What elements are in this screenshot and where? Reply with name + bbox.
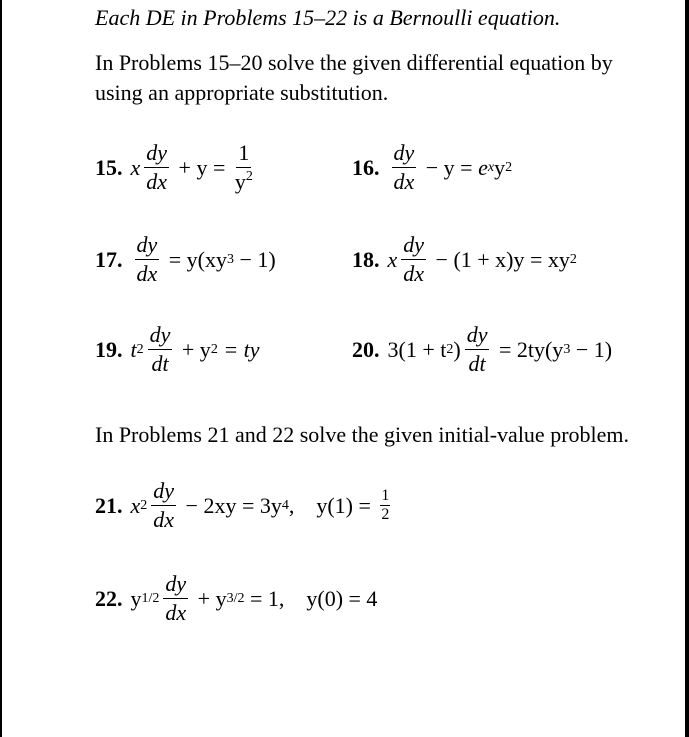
right-border [685, 0, 689, 737]
derivative-fraction [392, 142, 417, 193]
one-half-fraction [380, 488, 390, 523]
numerator: 1 [236, 142, 251, 168]
denominator: dt [468, 351, 486, 376]
problem-number: 15. [95, 154, 123, 180]
numerator: dy [144, 142, 169, 168]
equation-rest-b: = 1, y(0) = 4 [244, 585, 378, 611]
equation-rest-a: − 2xy = 3y [180, 492, 282, 518]
problem-16: 16. $\frac{dy}{dx}$ − y = e x y 2 [352, 140, 513, 194]
denominator: dx [146, 169, 168, 194]
problem-22: 22. y 1/2 $\frac{dy}{dx}$ + y 3/2 = 1, y(0) = 4 [95, 571, 378, 625]
numerator: dy [401, 234, 426, 260]
intro-text: Each DE in Problems 15–22 is a Bernoulli equation. [95, 5, 561, 30]
denominator [235, 168, 253, 193]
derivative-fraction [163, 573, 188, 624]
problem-20: 20. 3(1 + t 2 ) $\frac{dy}{dt}$ = 2ty(y 3 − 1) [352, 322, 613, 376]
problem-17: 17. $\frac{dy}{dx}$ = y(xy 3 − 1) [95, 232, 276, 286]
derivative-fraction [151, 480, 176, 531]
equation-rest: − y = [420, 154, 479, 180]
equation-rest-a: + y [176, 336, 211, 362]
problem-number: 21. [95, 492, 123, 518]
equation-rest-a: = y(xy [163, 246, 227, 272]
problem-number: 22. [95, 585, 123, 611]
lead-b: ) [453, 336, 461, 362]
derivative-fraction [401, 234, 426, 285]
equation-rest-b: − 1) [570, 336, 613, 362]
coefficient: x [130, 154, 141, 180]
problem-19: 19. t 2 $\frac{dy}{dt}$ + y 2 = ty [95, 322, 260, 376]
denominator: dx [165, 600, 187, 625]
equation-rest-a: = 2ty(y [493, 336, 564, 362]
equation-rest-b: − 1) [234, 246, 276, 272]
problem-number: 20. [352, 336, 380, 362]
base: y [234, 169, 246, 194]
left-border [0, 0, 2, 737]
y-base: y [494, 154, 506, 180]
problem-number: 17. [95, 246, 123, 272]
instruction-line-2: using an appropriate substitution. [95, 80, 389, 105]
exp-base: e [478, 154, 488, 180]
equation-rest: − (1 + x)y = xy [430, 246, 570, 272]
problem-21: 21. x 2 $\frac{dy}{dx}$ − 2xy = 3y 4 , y(1) = $\frac{1}{2}$ [95, 478, 390, 532]
numerator: dy [163, 573, 188, 599]
equation-rest: + y = [173, 154, 231, 180]
problem-number: 19. [95, 336, 123, 362]
instruction-ivp: In Problems 21 and 22 solve the given initial-value problem. [95, 422, 630, 447]
numerator: 1 [381, 487, 390, 504]
numerator: dy [148, 324, 173, 350]
equation-rest-a: + y [192, 585, 227, 611]
derivative-fraction [135, 234, 160, 285]
numerator: dy [465, 324, 490, 350]
equation-rest-b: = ty [217, 336, 260, 362]
denominator: dx [153, 507, 175, 532]
problem-18: 18. x $\frac{dy}{dx}$ − (1 + x)y = xy 2 [352, 232, 577, 286]
derivative-fraction [144, 142, 169, 193]
rhs-fraction [235, 142, 253, 193]
problem-number: 18. [352, 246, 380, 272]
problem-15 [95, 142, 257, 193]
lead-a: 3(1 + t [387, 336, 447, 362]
problem-number: 16. [352, 154, 380, 180]
derivative-fraction [465, 324, 490, 375]
denominator: dx [393, 169, 415, 194]
coefficient: t [130, 336, 137, 362]
numerator: dy [151, 480, 176, 506]
instruction-line-1: In Problems 15–20 solve the given differential equation by [95, 50, 613, 75]
numerator: dy [392, 142, 417, 168]
denominator: dt [151, 351, 169, 376]
derivative-fraction [148, 324, 173, 375]
denominator: dx [403, 261, 425, 286]
equation-rest-b: , y(1) = [288, 492, 377, 518]
coefficient: y [130, 585, 142, 611]
exponent: 2 [245, 169, 253, 184]
denominator: 2 [381, 506, 390, 523]
coefficient: x [387, 246, 398, 272]
numerator: dy [135, 234, 160, 260]
coefficient: x [130, 492, 141, 518]
denominator: dx [136, 261, 158, 286]
